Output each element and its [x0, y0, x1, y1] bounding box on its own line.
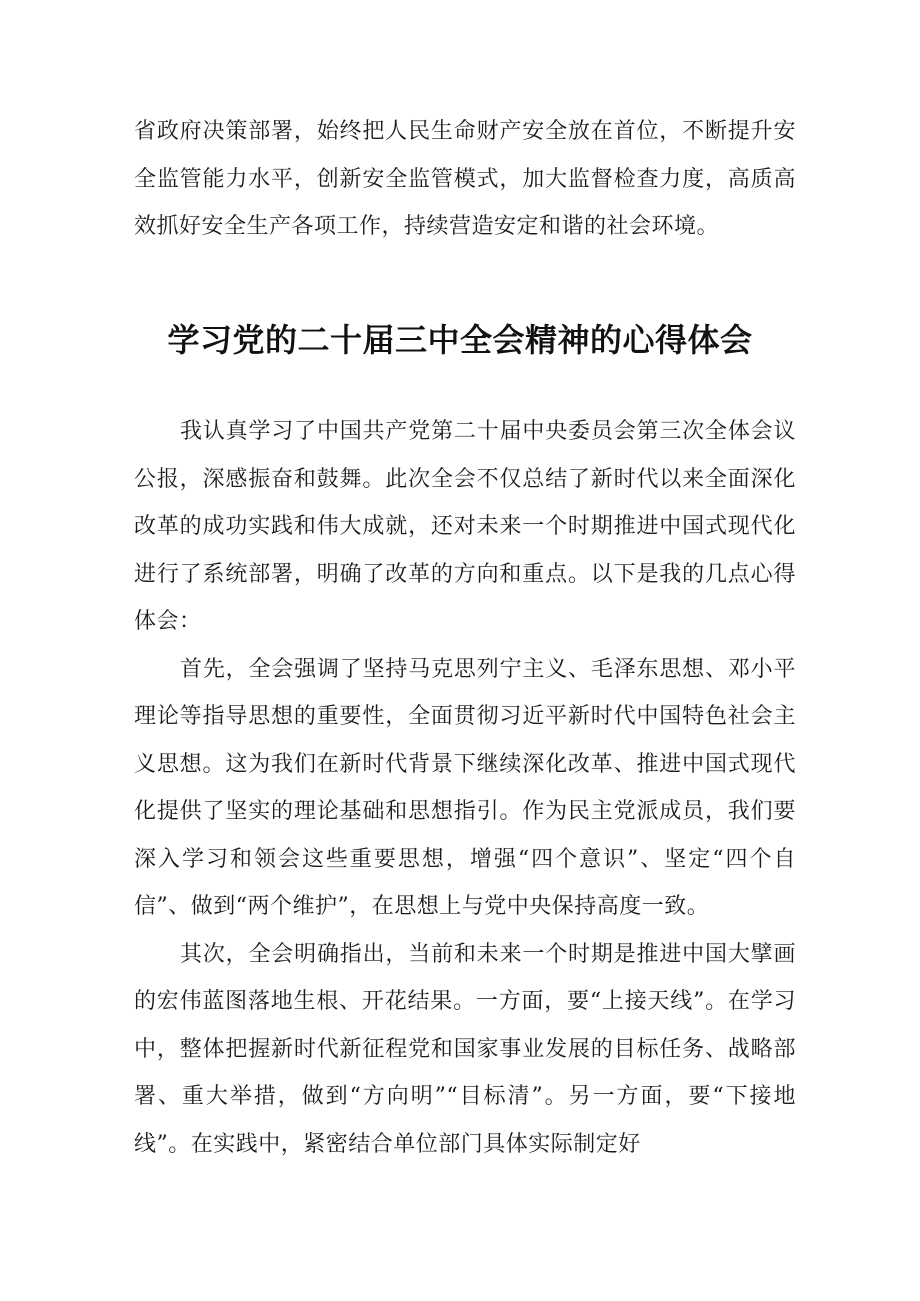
- intro-paragraph: 省政府决策部署，始终把人民生命财产安全放在首位，不断提升安全监管能力水平，创新安全监管模式，加大监督检查力度，高质高效抓好安全生产各项工作，持续营造安定和谐的社会环境。: [134, 119, 796, 239]
- body-paragraph-3: 其次，全会明确指出，当前和未来一个时期是推进中国大擘画的宏伟蓝图落地生根、开花结果。一方面，要“上接天线”。在学习中，整体把握新时代新征程党和国家事业发展的目标任务、战略部署、重大举措，做到“方向明”“目标清”。另一方面，要“下接地线”。在实践中，紧密结合单位部门具体实际制定好: [134, 941, 796, 1157]
- body-paragraph-1: 我认真学习了中国共产党第二十届中央委员会第三次全体会议公报，深感振奋和鼓舞。此次全会不仅总结了新时代以来全面深化改革的成功实践和伟大成就，还对未来一个时期推进中国式现代化进行了系统部署，明确了改革的方向和重点。以下是我的几点心得体会：: [134, 419, 796, 634]
- intro-section: [134, 108, 796, 251]
- document-title: 学习党的二十届三中全会精神的心得体会: [167, 321, 753, 359]
- body-section: [134, 408, 796, 1168]
- body-paragraph-2: 首先，全会强调了坚持马克思列宁主义、毛泽东思想、邓小平理论等指导思想的重要性，全面贯彻习近平新时代中国特色社会主义思想。这为我们在新时代背景下继续深化改革、推进中国式现代化提供了坚实的理论基础和思想指引。作为民主党派成员，我们要深入学习和领会这些重要思想，增强“四个意识”、坚定“四个自信”、做到“两个维护”，在思想上与党中央保持高度一致。: [134, 656, 796, 919]
